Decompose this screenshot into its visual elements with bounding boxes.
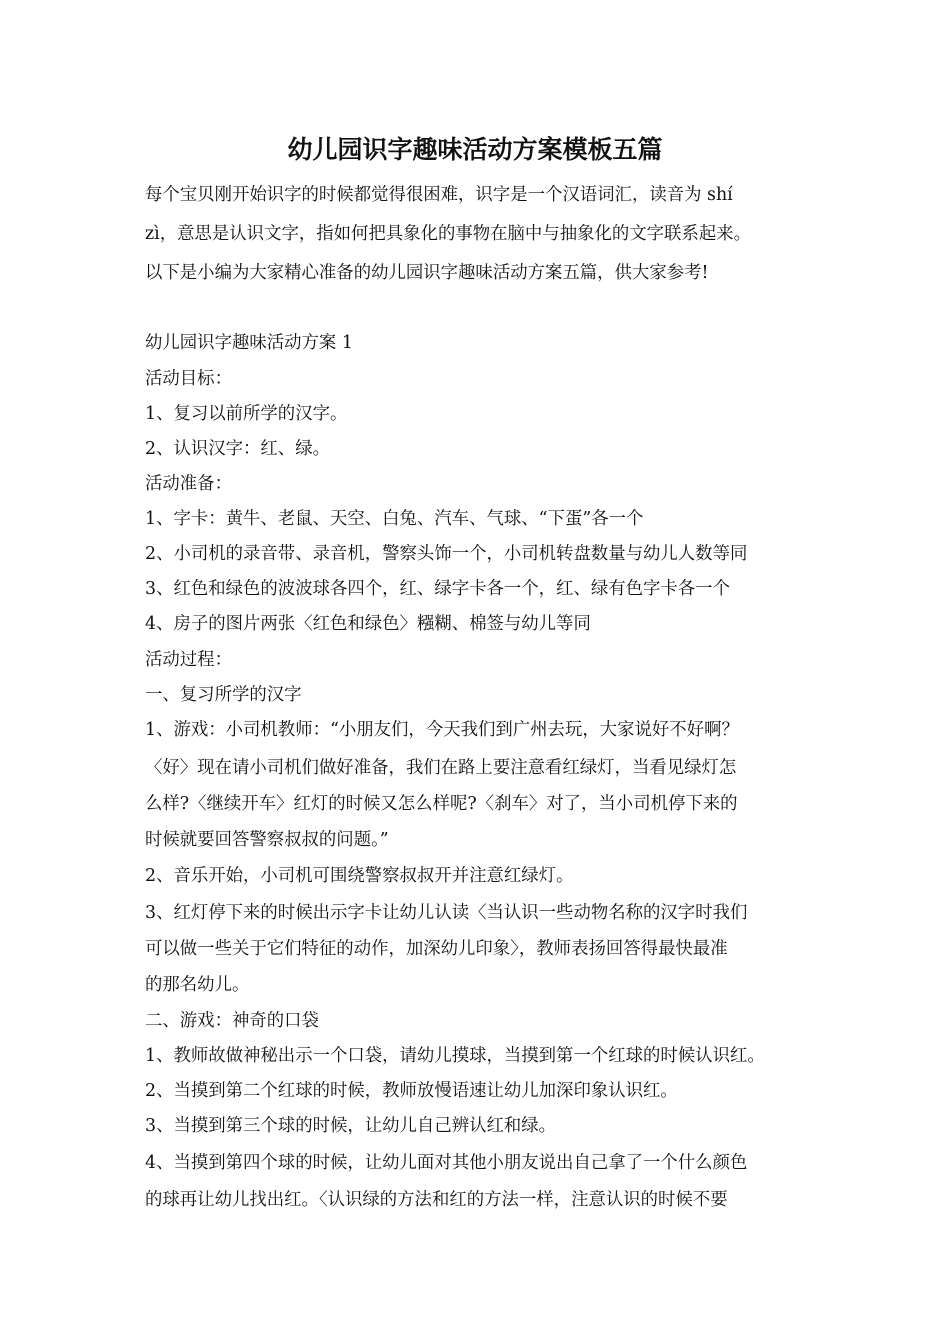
section-heading: 幼儿园识字趣味活动方案 1 [145, 333, 353, 353]
body-line: 1、游戏：小司机教师：“小朋友们，今天我们到广州去玩，大家说好不好啊？ [145, 720, 739, 740]
body-line: 可以做一些关于它们特征的动作，加深幼儿印象〉，教师表扬回答得最快最准 [145, 939, 728, 959]
body-line: 一、复习所学的汉字 [145, 685, 302, 705]
body-line: 4、当摸到第四个球的时候，让幼儿面对其他小朋友说出自己拿了一个什么颜色 [145, 1153, 748, 1173]
subheading-preparation: 活动准备： [145, 474, 232, 494]
body-line: 3、红色和绿色的波波球各四个，红、绿字卡各一个，红、绿有色字卡各一个 [145, 579, 730, 599]
body-line: 2、小司机的录音带、录音机，警察头饰一个，小司机转盘数量与幼儿人数等同 [145, 544, 748, 564]
body-line: 3、当摸到第三个球的时候，让幼儿自己辨认红和绿。 [145, 1116, 557, 1136]
body-line: 2、当摸到第二个红球的时候，教师放慢语速让幼儿加深印象认识红。 [145, 1081, 678, 1101]
body-line: 3、红灯停下来的时候出示字卡让幼儿认读〈当认识一些动物名称的汉字时我们 [145, 903, 748, 923]
body-line: 的那名幼儿。 [145, 975, 250, 995]
body-line: 2、认识汉字：红、绿。 [145, 439, 330, 459]
intro-line-3: 以下是小编为大家精心准备的幼儿园识字趣味活动方案五篇，供大家参考! [145, 263, 709, 283]
body-line: 1、字卡：黄牛、老鼠、天空、白兔、汽车、气球、“下蛋”各一个 [145, 509, 644, 529]
subheading-process: 活动过程： [145, 650, 232, 670]
body-line: 的球再让幼儿找出红。〈认识绿的方法和红的方法一样，注意认识的时候不要 [145, 1190, 728, 1210]
body-line: 二、游戏：神奇的口袋 [145, 1011, 319, 1031]
body-line: 4、房子的图片两张〈红色和绿色〉糨糊、棉签与幼儿等同 [145, 614, 591, 634]
intro-line-2: zì，意思是认识文字，指如何把具象化的事物在脑中与抽象化的文字联系起来。 [145, 224, 752, 244]
body-line: 〈好〉现在请小司机们做好准备，我们在路上要注意看红绿灯，当看见绿灯怎 [145, 758, 737, 778]
body-line: 1、复习以前所学的汉字。 [145, 404, 348, 424]
body-line: 么样?〈继续开车〉红灯的时候又怎么样呢?〈刹车〉对了，当小司机停下来的 [145, 794, 738, 814]
subheading-goals: 活动目标： [145, 369, 232, 389]
body-line: 时候就要回答警察叔叔的问题。” [145, 830, 389, 850]
body-line: 1、教师故做神秘出示一个口袋，请幼儿摸球，当摸到第一个红球的时候认识红。 [145, 1046, 765, 1066]
body-line: 2、音乐开始，小司机可围绕警察叔叔开并注意红绿灯。 [145, 866, 574, 886]
document-title: 幼儿园识字趣味活动方案模板五篇 [287, 135, 663, 164]
intro-line-1: 每个宝贝刚开始识字的时候都觉得很困难，识字是一个汉语词汇，读音为 shí [145, 185, 733, 205]
